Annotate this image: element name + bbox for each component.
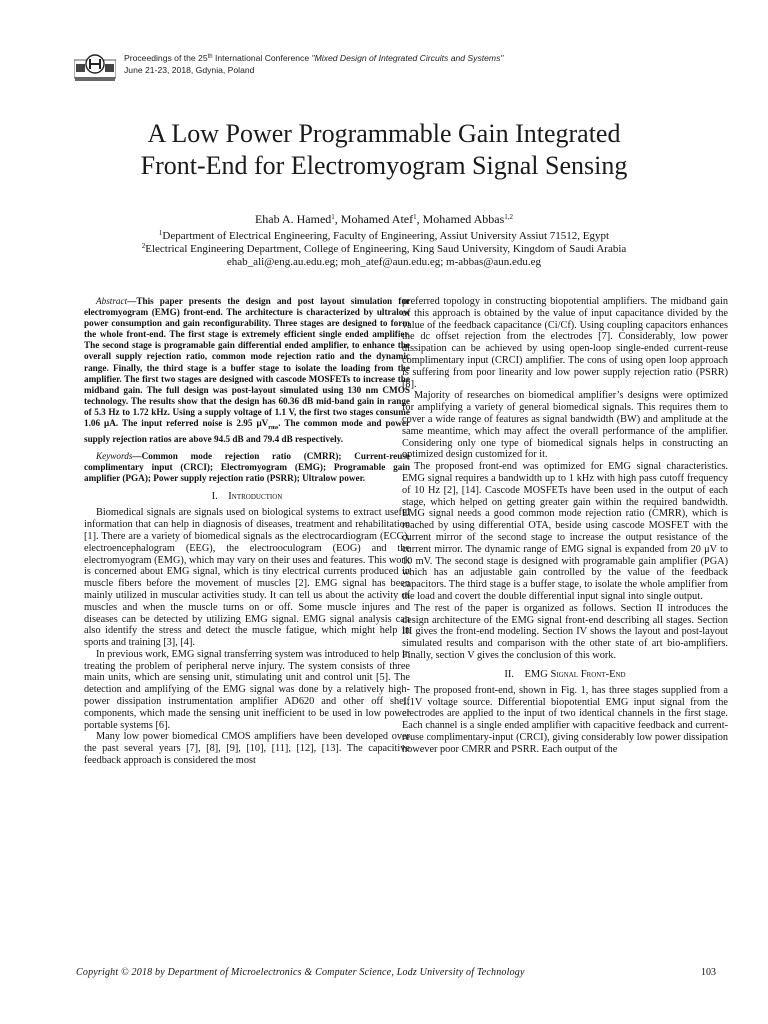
paragraph: In previous work, EMG signal transferring system was introduced to help in treating the problem of peripheral nerve injury. The system consists of three main units, which are sensing unit, stimulating unit and control unit [5]. The detection and amplifying of the EMG signal was done by a relatively high-power dissipation instrumentation amplifier AD620 and other off shelf components, which made the sensing unit inefficient to be used in low power portable systems [6]. bbox=[84, 648, 410, 731]
page-footer bbox=[76, 966, 716, 980]
left-column bbox=[84, 296, 410, 767]
author-list: Ehab A. Hamed$^1$, Mohamed Atef$^1$, Mohamed Abbas$^{1,2}$ bbox=[254, 212, 514, 226]
paragraph: Biomedical signals are signals used on biological systems to extract useful information that can help in diagnosis of diseases, treatment and rehabilitation [1]. There are a variety of biomedical signals as the electrocardiogram (ECG), electroencephalogram (EEG), the electrooculogram (EOG) and the electromyogram (EMG), which may vary on their uses and features. This work is concerned about EMG signal, which is tiny electrical currents produced in muscle fibers before the movement of muscles [2]. EMG signal has been mainly utilized in muscular activities study. It can tell us about the activity of muscles and when the muscle turns on or off. Some muscle injures and diseases can be detected by utilizing EMG signal. EMG signal analysis can also identify the stress and detect the muscle fatigue, which might help in sports and training [3], [4]. bbox=[84, 507, 410, 649]
affiliation-2: $^2$Electrical Engineering Department, College of Engineering, King Saud University, Kingdom of Saudi Arabia bbox=[141, 242, 627, 255]
conference-logo-icon bbox=[74, 52, 116, 82]
paragraph: The rest of the paper is organized as follows. Section II introduces the design architecture of the EMG signal front-end describing all stages. Section III gives the front-end modeling. Section IV shows the layout and post-layout simulated results and comparison with the other state of art bio-amplifiers. Finally, section V gives the conclusion of this work. bbox=[402, 602, 728, 661]
paragraph: Majority of researches on biomedical amplifier’s designs were optimized for amplifying a variety of general biomedical signals. This requires them to cover a wide range of features as signal bandwidth (BW) and amplitude at the same meantime, which may affect the overall performance of the amplifier. Considering only one type of biomedical signals helps in constructing an optimized design customized for it. bbox=[402, 390, 728, 461]
title-line-2: Front-End for Electromyogram Signal Sensing bbox=[140, 151, 628, 180]
affiliations bbox=[0, 230, 768, 269]
conference-line-1: Proceedings of the 25th International Conference "Mixed Design of Integrated Circuits and Systems" bbox=[124, 53, 504, 63]
page-header bbox=[74, 49, 714, 85]
paragraph: preferred topology in constructing biopotential amplifiers. The midband gain of this approach is obtained by the value of input capacitance divided by the value of the feedback capacitance (Ci/Cf). Using coupling capacitors enhances the dc offset rejection from the electrodes [7]. Considerably, low power dissipation can be achieved by using open-loop single-ended current-reuse complimentary input (CRCI) amplifier. The cons of using open loop approach is suffering from poor linearity and low power supply rejection ratio (PSRR) [8]. bbox=[402, 296, 728, 390]
paragraph: The proposed front-end, shown in Fig. 1, has three stages supplied from a 1.1V voltage source. Differential biopotential EMG input signal from the electrodes are applied to the input of two identical channels in the first stage. Each channel is a single ended amplifier with capacitive feedback and current-reuse complimentary-input (CRCI), giving considerably low power dissipation however poor CMRR and PSRR. Each output of the bbox=[402, 684, 728, 755]
page-number: 103 bbox=[701, 967, 716, 978]
conference-info bbox=[124, 52, 503, 76]
paragraph: Many low power biomedical CMOS amplifiers have been developed over the past several years [7], [8], [9], [10], [11], [12], [13]. The capacitive feedback approach is considered the most bbox=[84, 731, 410, 767]
abstract: Abstract—This paper presents the design and post layout simulation for electromyogram (EMG) front-end. The architecture is characterized by ultralow power consumption and gain reconfigurability. Three stages are designed to form the whole front-end. The first stage is extremely efficient single ended amplifier. The second stage is programable gain differential ended amplifier, to enhance the overall supply rejection ratio, common mode rejection ratio and the dynamic range. Finally, the third stage is a buffer stage to isolate the loading from the amplifier. The first two stages are designed with cascode MOSFETs to increase the midband gain. The full design was post-layout simulated using 130 nm CMOS technology. The results show that the design has 60.36 dB mid-band gain in range of 5.3 Hz to 1.72 kHz. Using a supply voltage of 1.1 V, the first two stages consume 1.06 μA. The input referred noise is 2.95 $\mu V_{rms}$. The common mode and power supply rejection ratios are above 94.5 dB and 79.4 dB respectively. bbox=[84, 296, 410, 444]
section-heading-emg-front-end: II. EMG Signal Front-End bbox=[504, 668, 626, 680]
author-name: Ehab A. Hamed bbox=[254, 212, 332, 226]
title-line-1: A Low Power Programmable Gain Integrated bbox=[147, 119, 621, 148]
right-column bbox=[402, 296, 728, 755]
author-name: Mohamed Abbas bbox=[422, 212, 505, 226]
author-emails: ehab_ali@eng.au.edu.eg; moh_atef@aun.edu.eg; m-abbas@aun.edu.eg bbox=[226, 256, 542, 268]
keywords: Keywords—Common mode rejection ratio (CMRR); Current-reuse complimentary input (CRCI); Electromyogram (EMG); Programable gain amplifier (PGA); Power supply rejection ratio (PSRR); Ultralow power. bbox=[84, 451, 410, 484]
author-name: Mohamed Atef bbox=[340, 212, 414, 226]
conference-line-2: June 21-23, 2018, Gdynia, Poland bbox=[124, 65, 255, 75]
paper-title bbox=[0, 118, 768, 182]
section-heading-introduction: I. Introduction bbox=[211, 491, 283, 503]
paragraph: The proposed front-end was optimized for EMG signal characteristics. EMG signal requires a bandwidth up to 1 kHz with high pass cutoff frequency of 10 Hz [2], [14]. Cascode MOSFETs have been used in the output of each stage, which helped on getting greater gain within the required bandwidth. EMG signal needs a good common mode rejection ratio (CMRR), which is reached by using differential OTA, beside using cascode MOSFET with the current mirror of the second stage to increase the output resistance of the current mirror. The dynamic range of EMG signal is expanded from 20 μV to 10 mV. The second stage is designed with programable gain amplifier (PGA) which has an adjustable gain controlled by the value of the feedback capacitors. The third stage is a buffer stage, to isolate the whole amplifier from the load and covert the double differential input signal into single output. bbox=[402, 461, 728, 602]
copyright-notice: Copyright © 2018 by Department of Microelectronics & Computer Science, Lodz University of Technology bbox=[76, 967, 525, 978]
affiliation-1: $^1$Department of Electrical Engineering, Faculty of Engineering, Assiut University Assiut 71512, Egypt bbox=[158, 229, 610, 242]
